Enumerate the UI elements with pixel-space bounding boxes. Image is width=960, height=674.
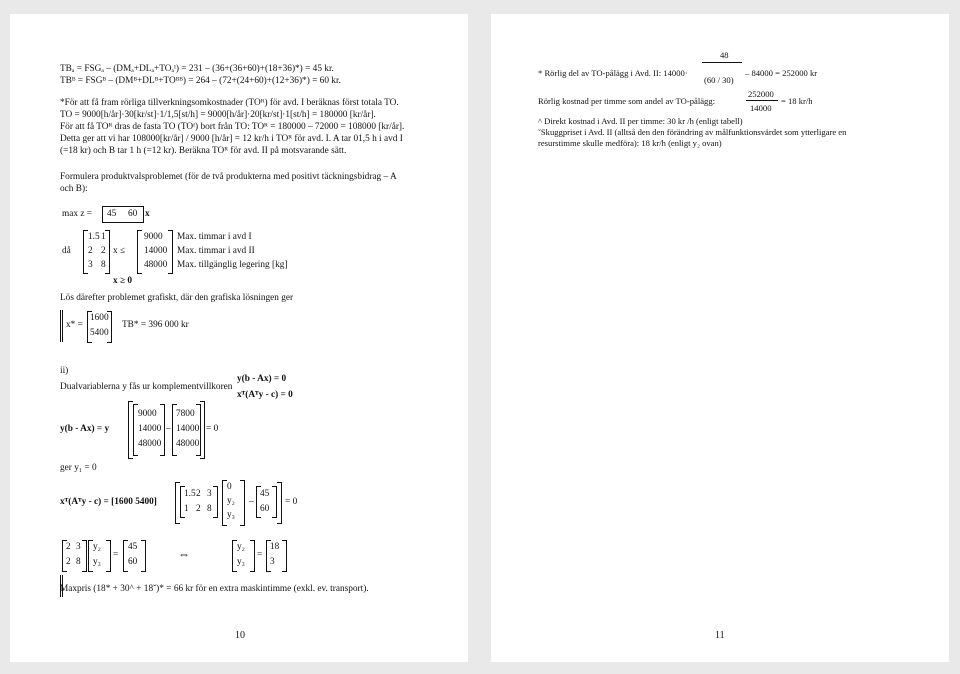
label-3: Max. tillgänglig legering [kg] (177, 260, 288, 270)
res-v-right (282, 540, 287, 572)
equals-sign: = (113, 550, 119, 560)
frac2-result: = 18 kr/h (781, 96, 813, 106)
rhs-right-bracket (168, 230, 173, 274)
constraint-op: x ≤ (113, 246, 126, 256)
at11: 1.5 (184, 489, 196, 499)
dual-eq2: xᵀ(Aᵀy - c) = 0 (237, 390, 293, 400)
xt-lhs: xᵀ(Aᵀy - c) = [1600 5400] (60, 497, 157, 507)
solution-bar-1 (60, 310, 61, 342)
rorlig-del-line: * Rörlig del av TO-pålägg i Avd. II: 14000· (538, 68, 688, 78)
rhs-2: 14000 (144, 246, 168, 256)
frac2-num: 252000 (748, 89, 774, 99)
res-y-right (250, 540, 255, 572)
ry3: y₃ (237, 557, 245, 567)
frac2-den: 14000 (750, 103, 772, 113)
part-ii: ii) (60, 366, 69, 376)
s12: 3 (76, 542, 81, 552)
frac2-line (746, 100, 778, 101)
footnote-line-4: Detta ger att vi har 108000[kr/år] / 9000 [h/år] = 12 kr/h i TOᴿ för avd. I. A tar 01,5 h i avd I (60, 134, 403, 144)
rv1: 18 (270, 542, 280, 552)
at21: 1 (184, 504, 189, 514)
at-right-bracket (213, 486, 218, 518)
yb-lhs: y(b - Ax) = y (60, 424, 110, 434)
page-number-left: 10 (235, 630, 245, 641)
b1: 9000 (138, 409, 157, 419)
label-1: Max. timmar i avd I (177, 232, 252, 242)
footnote-line-1: *För att få fram rörliga tillverkningsomkostnader (TOᴿ) för avd. I beräknas först totala TO. (60, 98, 399, 108)
tb-star: TB* = 396 000 kr (122, 320, 189, 330)
ax1: 7800 (176, 409, 195, 419)
c1: 45 (260, 489, 270, 499)
ax3: 48000 (176, 439, 200, 449)
xstar-2: 5400 (90, 328, 109, 338)
objective-c2: 60 (128, 209, 138, 219)
yv2: y₂ (227, 496, 235, 506)
page-number-right: 11 (715, 630, 725, 641)
constraints-prefix: då (62, 246, 71, 256)
sy2: y₂ (93, 542, 101, 552)
rorlig-kostnad-line: Rörlig kostnad per timme som andel av TO-pålägg: (538, 96, 716, 106)
rhs-left-bracket (137, 230, 142, 274)
dual-intro: Dualvariablerna y fås ur komplementvillkoren (60, 382, 233, 392)
at13: 3 (207, 489, 212, 499)
b2: 14000 (138, 424, 162, 434)
rhs-1: 9000 (144, 232, 163, 242)
footnote-line-5: (=18 kr) och B tar 1 h (=12 kr). Beräkna TOᴿ för avd. II på motsvarande sätt. (60, 146, 347, 156)
minus-sign: – (166, 424, 171, 434)
footnote-line-3: För att få TOᴿ dras de fasta TO (TOᶠ) bort från TO: TOᴿ = 180000 – 72000 = 108000 [kr/år]. (60, 122, 405, 132)
sys-y-right (106, 540, 111, 572)
equivalence-arrow: ⇔ (178, 547, 190, 561)
tb-b-line: TBᴮ = FSGᴮ – (DMᴮ+DLᴮ+TOᴮᴮ) = 264 – (72+(24+60)+(12+36)*) = 60 kr. (60, 76, 341, 86)
frac1-num: 48 (720, 50, 729, 60)
task-line-1: Formulera produktvalsproblemet (för de två produkterna med positivt täckningsbidrag – A (60, 172, 397, 182)
objective-var: x (145, 209, 150, 219)
solve-line: Lös därefter problemet grafiskt, där den grafiska lösningen ger (60, 293, 294, 303)
xstar-1: 1600 (90, 313, 109, 323)
direkt-kostnad-line: ^ Direkt kostnad i Avd. II per timme: 30 kr /h (enligt tabell) (538, 116, 743, 126)
xstar-label: x* = (66, 320, 83, 330)
yv1: 0 (227, 482, 232, 492)
right-page (491, 14, 949, 662)
y1-result: ger y₁ = 0 (60, 463, 97, 473)
frac1-line (702, 62, 742, 63)
ax2: 14000 (176, 424, 200, 434)
rorlig-del-result: – 84000 = 252000 kr (745, 68, 818, 78)
sys-c-right (141, 540, 146, 572)
skuggpris-line-2: resurstimme skulle medföra): 18 kr/h (enligt y₂ ovan) (538, 138, 722, 148)
sy3: y₃ (93, 557, 101, 567)
equals-sign-2: = (257, 550, 263, 560)
y-right-bracket (240, 480, 245, 526)
nonneg: x ≥ 0 (113, 276, 133, 286)
dual-eq1: y(b - Ax) = 0 (237, 374, 287, 384)
at-right-paren (277, 482, 282, 524)
s11: 2 (66, 542, 71, 552)
sys-right-bracket (82, 540, 87, 572)
footnote-line-2: TO = 9000[h/år]·30[kr/st]·1/1,5[st/h] = 9000[h/år]·20[kr/st]·1[st/h] = 180000 [kr/år]. (60, 110, 376, 120)
a12: 1 (101, 232, 106, 242)
objective-lhs: max z = (62, 209, 93, 219)
a31: 3 (88, 260, 93, 270)
solution-bar-2 (62, 310, 63, 342)
label-2: Max. timmar i avd II (177, 246, 255, 256)
tb-a-line: TBₐ = FSGₐ – (DMₐ+DLₐ+TOₐᴵ) = 231 – (36+(36+60)+(18+36)*) = 45 kr. (60, 64, 334, 74)
a32: 8 (101, 260, 106, 270)
yv3: y₃ (227, 510, 235, 520)
s21: 2 (66, 557, 71, 567)
a22: 2 (101, 246, 106, 256)
left-page (10, 14, 468, 662)
at22: 2 (196, 504, 201, 514)
at23: 8 (207, 504, 212, 514)
maxpris-line: Maxpris (18* + 30^ + 18ˇ)* = 66 kr för en extra maskintimme (exkl. ev. transport). (60, 584, 369, 594)
sc2: 60 (128, 557, 138, 567)
at12: 2 (196, 489, 201, 499)
rv2: 3 (270, 557, 275, 567)
frac1-den: (60 / 30) (704, 75, 734, 85)
sc1: 45 (128, 542, 138, 552)
rhs-3: 48000 (144, 260, 168, 270)
c2: 60 (260, 504, 270, 514)
b3: 48000 (138, 439, 162, 449)
eq-zero-2: = 0 (285, 497, 298, 507)
a11: 1.5 (88, 232, 100, 242)
ry2: y₂ (237, 542, 245, 552)
eq-zero: = 0 (206, 424, 219, 434)
a21: 2 (88, 246, 93, 256)
skuggpris-line-1: ˇSkuggpriset i Avd. II (alltså den den förändring av målfunktionsvärdet som ytterligare en (538, 127, 847, 137)
task-line-2: och B): (60, 184, 88, 194)
minus-sign-2: – (249, 497, 254, 507)
objective-c1: 45 (107, 209, 117, 219)
s22: 8 (76, 557, 81, 567)
